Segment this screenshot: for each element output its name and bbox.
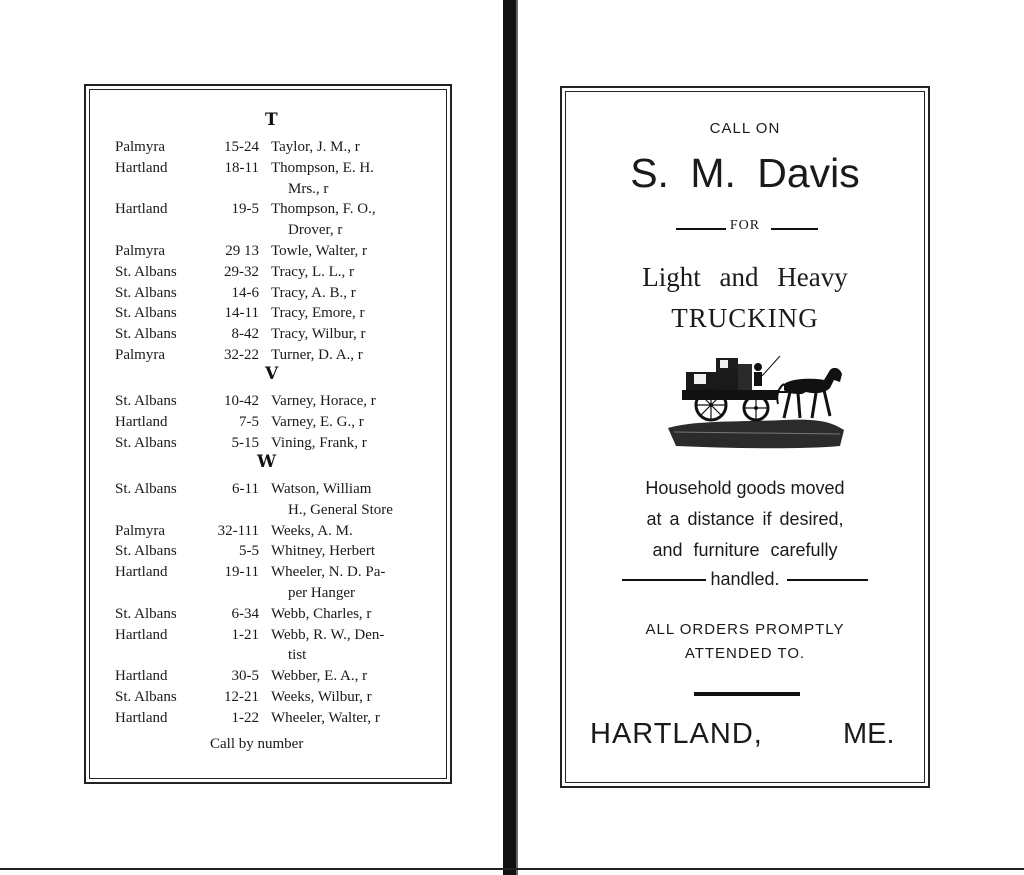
entry-name: Weeks, Wilbur, r [271,689,372,705]
entry-phone-number: 1-22 [231,709,259,726]
ad-service-line1: Light and Heavy [642,262,848,292]
entry-phone-number: 15-24 [224,139,259,155]
entry-phone-number: 30-5 [231,668,259,685]
entry-name: Tracy, Emore, r [271,305,365,322]
entry-name: Taylor, J. M., r [271,139,360,155]
book-spine [503,0,516,875]
entry-place: St. Albans [115,434,177,451]
entry-name-continued: Mrs., r [288,180,329,197]
entry-name-continued: Drover, r [288,222,343,239]
entry-name-continued: per Hanger [288,585,356,601]
entry-phone-number: 6-34 [231,605,259,622]
entry-phone-number: 14-11 [224,305,259,322]
ad-orders-line1: ALL ORDERS PROMPTLY [645,621,845,638]
section-letter-v: V [265,364,279,384]
entry-name: Tracy, A. B., r [271,284,356,301]
entry-phone-number: 7-5 [239,413,259,430]
entry-name: Thompson, E. H. [271,159,374,176]
ad-body-line3: and furniture carefully [652,540,838,560]
entry-phone-number: 19-11 [224,564,259,581]
entry-phone-number: 1-21 [231,626,259,643]
entry-name: Webber, E. A., r [271,668,368,685]
section-letter-w: W [257,452,277,472]
entry-phone-number: 14-6 [231,284,259,301]
entry-phone-number: 6-11 [232,481,259,497]
for-rule-right [771,228,818,230]
entry-phone-number: 29-32 [224,263,259,280]
entry-name: Thompson, F. O., [271,201,376,218]
entry-phone-number: 5-5 [239,543,259,560]
entry-name: Tracy, L. L., r [271,263,355,280]
entry-place: St. Albans [115,605,177,622]
ad-town: HARTLAND, [590,718,763,750]
entry-place: Palmyra [115,243,165,259]
entry-place: Palmyra [115,522,165,539]
entry-place: St. Albans [115,284,177,301]
entry-phone-number: 32-22 [224,347,259,363]
ad-for: FOR [729,218,761,233]
entry-name: Turner, D. A., r [271,347,363,363]
entry-place: Hartland [115,564,168,581]
entry-place: St. Albans [115,393,177,409]
entry-place: St. Albans [115,689,177,705]
entry-name: Vining, Frank, r [271,434,367,451]
entry-place: Palmyra [115,139,165,155]
entry-place: Hartland [115,413,168,430]
entry-place: St. Albans [115,481,177,497]
book-spine-edge [516,0,518,875]
horse-wagon-illustration [664,350,846,450]
entry-phone-number: 18-11 [224,159,259,176]
entry-name-continued: tist [288,647,307,664]
entry-place: St. Albans [115,263,177,280]
ad-body-line2: at a distance if desired, [646,509,844,529]
entry-name: Tracy, Wilbur, r [271,326,366,343]
entry-name: Webb, Charles, r [271,605,372,622]
ad-service-line2: TRUCKING [671,303,819,333]
entry-place: Hartland [115,668,168,685]
entry-place: Hartland [115,709,168,726]
entry-place: Hartland [115,626,168,643]
entry-name: Varney, E. G., r [271,413,364,430]
ad-business-name: S. M. Davis [630,150,860,196]
ad-state: ME. [843,718,895,750]
handled-rule-right [787,579,868,581]
entry-phone-number: 10-42 [224,393,259,409]
ad-body-line4: handled. [710,569,780,589]
ad-orders-line2: ATTENDED TO. [684,645,806,662]
entry-name: Weeks, A. M. [271,522,353,539]
entry-place: Hartland [115,201,168,218]
entry-place: St. Albans [115,326,177,343]
entry-name: Whitney, Herbert [271,543,375,560]
ad-body-line1: Household goods moved [645,478,845,498]
entry-phone-number: 12-21 [224,689,259,705]
entry-phone-number: 8-42 [231,326,259,343]
entry-place: St. Albans [115,543,177,560]
entry-name-continued: H., General Store [288,501,393,518]
entry-place: St. Albans [115,305,177,322]
entry-name: Watson, William [271,481,372,497]
section-letter-t: T [265,110,278,130]
entry-name: Wheeler, Walter, r [271,709,380,726]
entry-place: Hartland [115,159,168,176]
divider-bar [694,692,800,696]
entry-name: Varney, Horace, r [271,393,376,409]
entry-phone-number: 5-15 [231,434,259,451]
entry-name: Towle, Walter, r [271,243,367,259]
entry-name: Wheeler, N. D. Pa- [271,564,386,581]
directory-footer-note: Call by number [210,736,304,752]
entry-phone-number: 32-111 [217,522,259,539]
entry-phone-number: 19-5 [231,201,259,218]
entry-name: Webb, R. W., Den- [271,626,385,643]
entry-phone-number: 29 13 [225,243,259,259]
entry-place: Palmyra [115,347,165,363]
ad-call-on: CALL ON [709,120,781,137]
page-bottom-edge [0,868,1024,870]
